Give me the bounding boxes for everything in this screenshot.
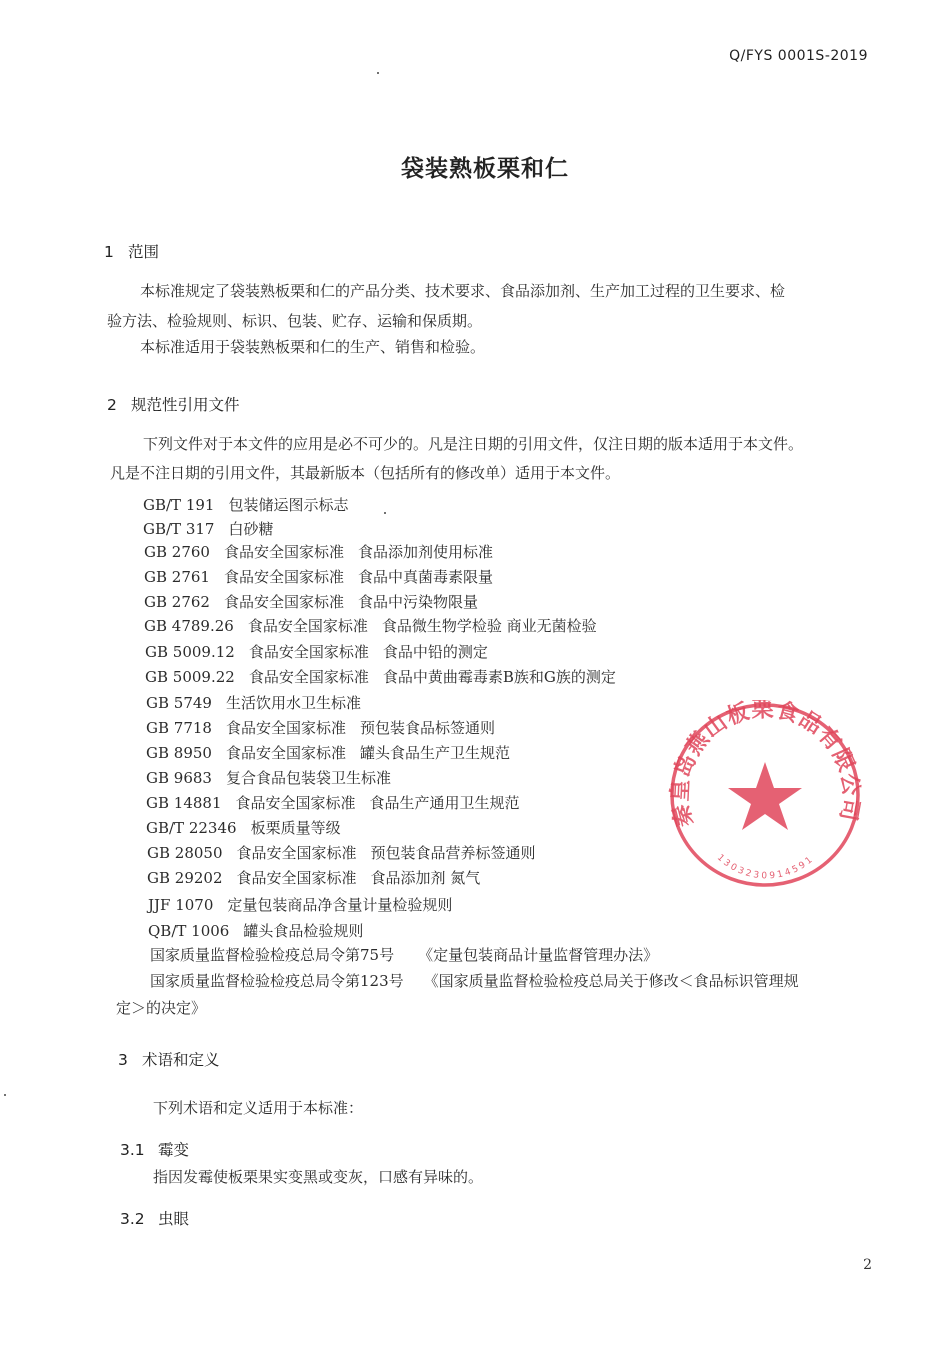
reference-item	[144, 541, 493, 562]
reference-item	[146, 817, 341, 838]
reference-code: JJF 1070	[148, 896, 214, 914]
section-2-heading	[107, 393, 240, 415]
reference-item	[147, 867, 480, 888]
reference-code: GB/T 22346	[146, 819, 237, 837]
reference-title: 食品安全国家标准	[223, 593, 344, 611]
reference-code: QB/T 1006	[148, 922, 230, 940]
reference-title: 白砂糖	[228, 520, 274, 538]
reference-subtitle: 食品中黄曲霉毒素B族和G族的测定	[382, 668, 616, 686]
term-3-2-number: 3.2	[120, 1210, 145, 1228]
reference-title: 生活饮用水卫生标准	[225, 694, 361, 712]
seal-number-text: 1303230914591	[714, 852, 815, 882]
reference-item	[144, 591, 478, 612]
reference-item	[144, 615, 597, 636]
section-3-intro: 下列术语和定义适用于本标准：	[153, 1099, 364, 1117]
reference-code: GB 7718	[146, 719, 212, 737]
reference-item	[143, 518, 273, 539]
company-seal-graphic	[668, 700, 862, 890]
reference-item	[146, 792, 520, 813]
section-2-intro-line-1: 下列文件对于本文件的应用是必不可少的。凡是注日期的引用文件，仅注日期的版本适用于本文件。	[143, 435, 804, 453]
reference-title: 食品安全国家标准	[225, 719, 346, 737]
reference-continuation: 定＞的决定》	[116, 999, 207, 1017]
reference-code: GB/T 317	[143, 520, 215, 538]
document-code: Q/FYS 0001S-2019	[729, 48, 868, 64]
reference-title: 食品安全国家标准	[236, 844, 357, 862]
reference-subtitle: 食品微生物学检验 商业无菌检验	[381, 617, 597, 635]
reference-code: 国家质量监督检验检疫总局令第123号	[150, 972, 404, 990]
reference-code: GB 5009.22	[145, 668, 235, 686]
reference-item	[146, 692, 361, 713]
section-2-intro-line-2: 凡是不注日期的引用文件，其最新版本（包括所有的修改单）适用于本文件。	[110, 464, 621, 482]
term-3-1-heading	[120, 1138, 189, 1160]
section-3-title: 术语和定义	[142, 1051, 220, 1069]
reference-code: GB 2762	[144, 593, 210, 611]
scan-speck	[384, 512, 386, 514]
reference-subtitle: 罐头食品生产卫生规范	[359, 744, 510, 762]
section-1-title: 范围	[128, 243, 160, 261]
reference-code: GB 14881	[146, 794, 222, 812]
reference-code: GB 29202	[147, 869, 223, 887]
term-3-1-definition: 指因发霉使板栗果实变黑或变灰，口感有异味的。	[153, 1168, 484, 1186]
reference-subtitle: 食品生产通用卫生规范	[369, 794, 520, 812]
reference-item	[150, 970, 799, 991]
section-1-paragraph-line-1: 本标准规定了袋装熟板栗和仁的产品分类、技术要求、食品添加剂、生产加工过程的卫生要求、检	[140, 282, 786, 300]
reference-item	[148, 894, 452, 915]
seal-company-text: 秦皇岛燕山板栗食品有限公司	[668, 700, 862, 830]
reference-item	[145, 666, 616, 687]
reference-subtitle: 食品中真菌毒素限量	[357, 568, 493, 586]
reference-code: GB 28050	[147, 844, 223, 862]
reference-title: 食品安全国家标准	[223, 568, 344, 586]
reference-title: 食品安全国家标准	[248, 668, 369, 686]
reference-subtitle: 食品添加剂使用标准	[357, 543, 493, 561]
reference-item	[146, 742, 510, 763]
term-3-1-title: 霉变	[158, 1141, 190, 1159]
reference-code: GB/T 191	[143, 496, 215, 514]
reference-subtitle: 食品中铅的测定	[382, 643, 488, 661]
company-seal	[668, 700, 862, 890]
reference-item	[146, 717, 495, 738]
reference-title: 食品安全国家标准	[235, 794, 356, 812]
reference-item	[143, 494, 348, 515]
reference-code: GB 9683	[146, 769, 212, 787]
page-title: 袋装熟板栗和仁	[401, 156, 569, 182]
section-2-title: 规范性引用文件	[131, 396, 240, 414]
reference-title: 包装储运图示标志	[228, 496, 349, 514]
section-3-number: 3	[118, 1051, 128, 1069]
section-2-number: 2	[107, 396, 117, 414]
reference-title: 板栗质量等级	[250, 819, 341, 837]
reference-code: GB 8950	[146, 744, 212, 762]
reference-code: 国家质量监督检验检疫总局令第75号	[150, 946, 395, 964]
reference-code: GB 5749	[146, 694, 212, 712]
section-1-number: 1	[104, 243, 114, 261]
reference-subtitle: 食品中污染物限量	[357, 593, 478, 611]
term-3-2-title: 虫眼	[158, 1210, 190, 1228]
reference-item	[145, 641, 488, 662]
reference-item	[146, 767, 391, 788]
reference-item	[150, 944, 658, 965]
term-3-2-heading	[120, 1207, 189, 1229]
reference-title: 复合食品包装袋卫生标准	[225, 769, 391, 787]
reference-item	[144, 566, 493, 587]
reference-title: 《定量包装商品计量监督管理办法》	[418, 946, 659, 964]
reference-title: 食品安全国家标准	[236, 869, 357, 887]
reference-subtitle: 食品添加剂 氮气	[370, 869, 481, 887]
reference-subtitle: 预包装食品营养标签通则	[370, 844, 536, 862]
reference-subtitle: 预包装食品标签通则	[359, 719, 495, 737]
reference-code: GB 2761	[144, 568, 210, 586]
section-1-paragraph-line-3: 本标准适用于袋装熟板栗和仁的生产、销售和检验。	[140, 338, 486, 356]
reference-code: GB 4789.26	[144, 617, 234, 635]
reference-item	[147, 842, 536, 863]
scan-speck	[377, 72, 379, 74]
reference-title: 食品安全国家标准	[223, 543, 344, 561]
reference-code: GB 2760	[144, 543, 210, 561]
reference-code: GB 5009.12	[145, 643, 235, 661]
section-3-heading	[118, 1048, 220, 1070]
reference-item	[148, 920, 363, 941]
section-1-heading	[104, 240, 159, 262]
page-number: 2	[863, 1257, 872, 1273]
reference-title: 定量包装商品净含量计量检验规则	[227, 896, 453, 914]
scan-speck	[4, 1094, 6, 1096]
reference-title: 食品安全国家标准	[225, 744, 346, 762]
reference-title: 罐头食品检验规则	[243, 922, 364, 940]
reference-title: 食品安全国家标准	[248, 643, 369, 661]
reference-title: 食品安全国家标准	[247, 617, 368, 635]
term-3-1-number: 3.1	[120, 1141, 145, 1159]
section-1-paragraph-line-2: 验方法、检验规则、标识、包装、贮存、运输和保质期。	[107, 312, 483, 330]
reference-title: 《国家质量监督检验检疫总局关于修改＜食品标识管理规	[423, 972, 799, 990]
